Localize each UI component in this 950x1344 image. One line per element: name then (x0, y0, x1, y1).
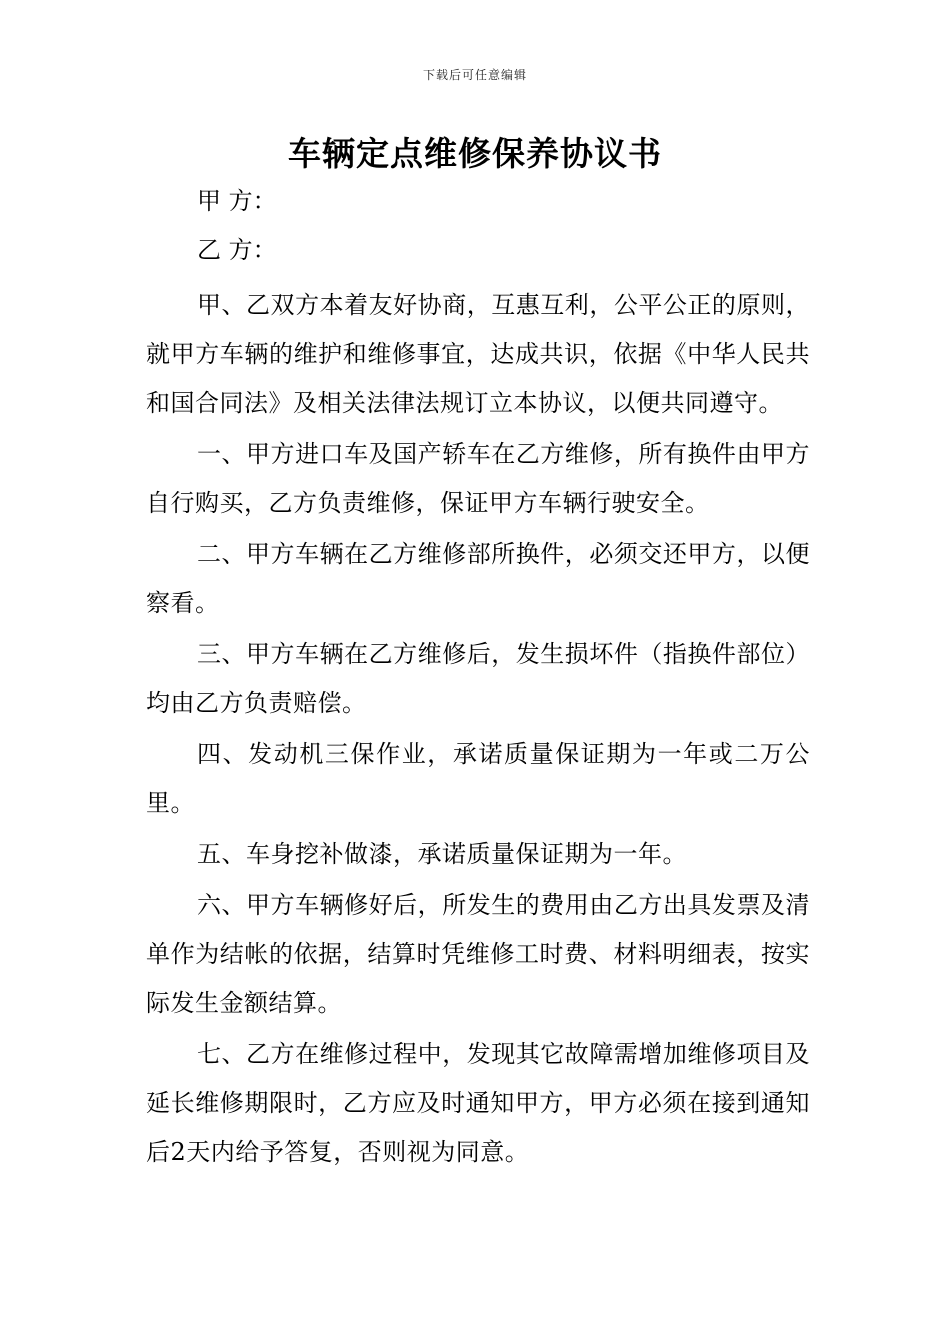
clause-1: 一、甲方进口车及国产轿车在乙方维修，所有换件由甲方自行购买，乙方负责维修，保证甲方车辆行驶安全。 (146, 440, 810, 517)
clause-5: 五、车身挖补做漆，承诺质量保证期为一年。 (197, 840, 687, 868)
agreement-body (146, 281, 810, 1177)
header-note: 下载后可任意编辑 (422, 68, 527, 82)
clause-4: 四、发动机三保作业，承诺质量保证期为一年或二万公里。 (146, 740, 810, 817)
preamble-paragraph: 甲、乙双方本着友好协商，互惠互利，公平公正的原则，就甲方车辆的维护和维修事宜，达成共识，依据《中华人民共和国合同法》及相关法律法规订立本协议，以便共同遵守。 (146, 291, 810, 417)
clause-7: 七、乙方在维修过程中，发现其它故障需增加维修项目及延长维修期限时，乙方应及时通知甲方，甲方必须在接到通知后2天内给予答复，否则视为同意。 (146, 1040, 810, 1166)
document-title: 车辆定点维修保养协议书 (288, 134, 662, 173)
party-b-line: 乙 方： (197, 236, 277, 264)
clause-3: 三、甲方车辆在乙方维修后，发生损坏件（指换件部位）均由乙方负责赔偿。 (146, 640, 810, 717)
clause-2: 二、甲方车辆在乙方维修部所换件，必须交还甲方，以便察看。 (146, 540, 810, 617)
clause-6: 六、甲方车辆修好后，所发生的费用由乙方出具发票及清单作为结帐的依据，结算时凭维修工时费、材料明细表，按实际发生金额结算。 (146, 891, 810, 1017)
party-a-line: 甲 方： (197, 187, 277, 215)
